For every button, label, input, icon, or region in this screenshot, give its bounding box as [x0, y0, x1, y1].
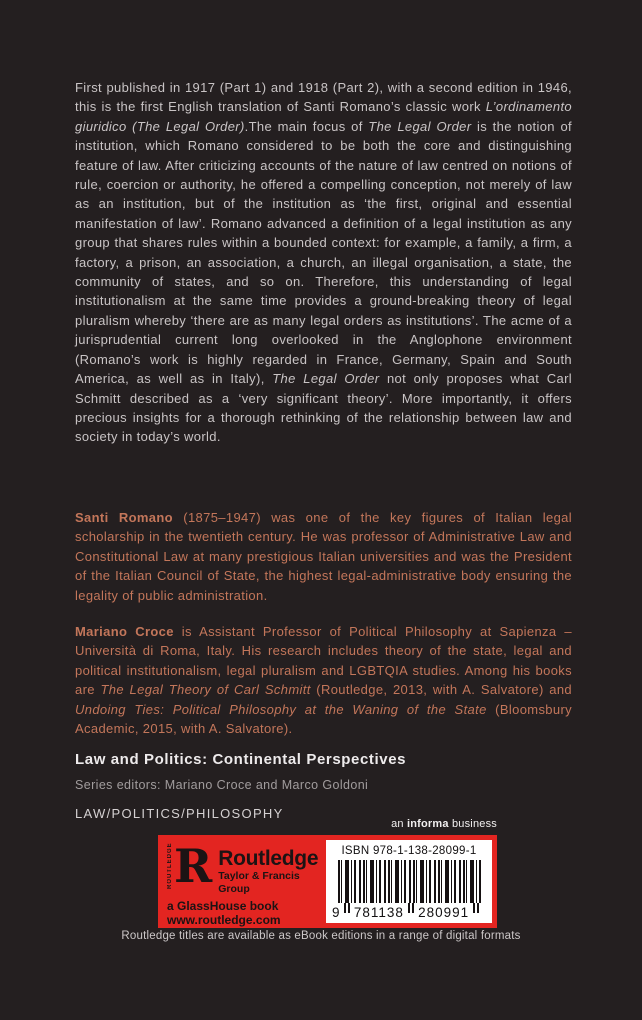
- barcode-guard-icon: [473, 903, 479, 913]
- routledge-vertical-wordmark: ROUTLEDGE: [167, 842, 173, 889]
- routledge-r-icon: R: [174, 839, 213, 893]
- informa-business-tagline: [391, 818, 497, 830]
- informa-suffix: business: [448, 818, 497, 830]
- barcode-digit-group: 781138: [353, 905, 404, 920]
- isbn-label: ISBN 978-1-138-28099-1: [341, 845, 477, 857]
- author-bio-santi-romano: Santi Romano (1875–1947) was one of the key figures of Italian legal scholarship in the twentieth century. He was professor of Administrative Law and Constitutional Law at many prestigious Italian universities and was the President of the Italian Council of State, the highest legal-administrative body ensuring the legality of public administration.: [75, 510, 572, 603]
- barcode-digit-group: 9: [332, 905, 341, 920]
- imprint-note: a GlassHouse book: [167, 899, 279, 913]
- publisher-website: www.routledge.com: [167, 913, 281, 927]
- isbn-barcode-panel: [326, 840, 492, 923]
- series-title: Law and Politics: Continental Perspectives: [75, 751, 407, 768]
- informa-prefix: an: [391, 818, 407, 830]
- barcode-digits: [332, 903, 482, 920]
- barcode-bars-icon: [338, 860, 482, 903]
- publisher-names: [218, 845, 327, 896]
- category-line: LAW/POLITICS/PHILOSOPHY: [75, 806, 284, 821]
- publisher-panel: [158, 835, 497, 928]
- informa-brand: informa: [406, 818, 449, 830]
- publisher-group: Taylor & Francis Group: [218, 870, 300, 895]
- ebook-availability-note: Routledge titles are available as eBook editions in a range of digital formats: [121, 930, 521, 942]
- routledge-logo: [167, 839, 327, 927]
- barcode-guard-icon: [344, 903, 350, 913]
- barcode-guard-icon: [408, 903, 414, 913]
- book-blurb: First published in 1917 (Part 1) and 1918 (Part 2), with a second edition in 1946, this is the first English translation of Santi Romano’s classic work L’ordinamento giuridico (The Legal Order).The main focus of The Legal Order is the notion of institution, which Romano considered to be both the core and distinguishing feature of law. After criticizing accounts of the nature of law centred on notions of rule, coercion or authority, he offered a compelling conception, not merely of law as an institution, but of the institution as ‘the first, original and essential manifestation of law’. Romano advanced a definition of a legal institution as any group that shares rules within a bounded context: for example, a family, a firm, a factory, a prison, an association, a church, an illegal organisation, a state, the community of states, and so on. Therefore, this understanding of legal institutionalism at the same time provides a ground-breaking theory of legal pluralism whereby ‘there are as many legal orders as institutions’. The acme of a jurisprudential current long overlooked in the Anglophone environment (Romano’s work is highly regarded in France, Germany, Spain and South America, as well as in Italy), The Legal Order not only proposes what Carl Schmitt described as a ‘very significant theory’. More importantly, it offers precious insights for a thorough rethinking of the relationship between law and society in today’s world.: [75, 80, 573, 445]
- routledge-logo-row: [167, 839, 327, 896]
- barcode-digit-group: 280991: [418, 905, 470, 920]
- author-bio-mariano-croce: Mariano Croce is Assistant Professor of Political Philosophy at Sapienza – Università di Roma, Italy. His research includes theory of the state, legal and political institutionalism, legal pluralism and LGBTQIA studies. Among his books are The Legal Theory of Carl Schmitt (Routledge, 2013, with A. Salvatore) and Undoing Ties: Political Philosophy at the Waning of the State (Bloomsbury Academic, 2015, with A. Salvatore).: [75, 624, 572, 737]
- publisher-name: Routledge: [218, 847, 319, 870]
- series-editors: Series editors: Mariano Croce and Marco Goldoni: [75, 778, 369, 792]
